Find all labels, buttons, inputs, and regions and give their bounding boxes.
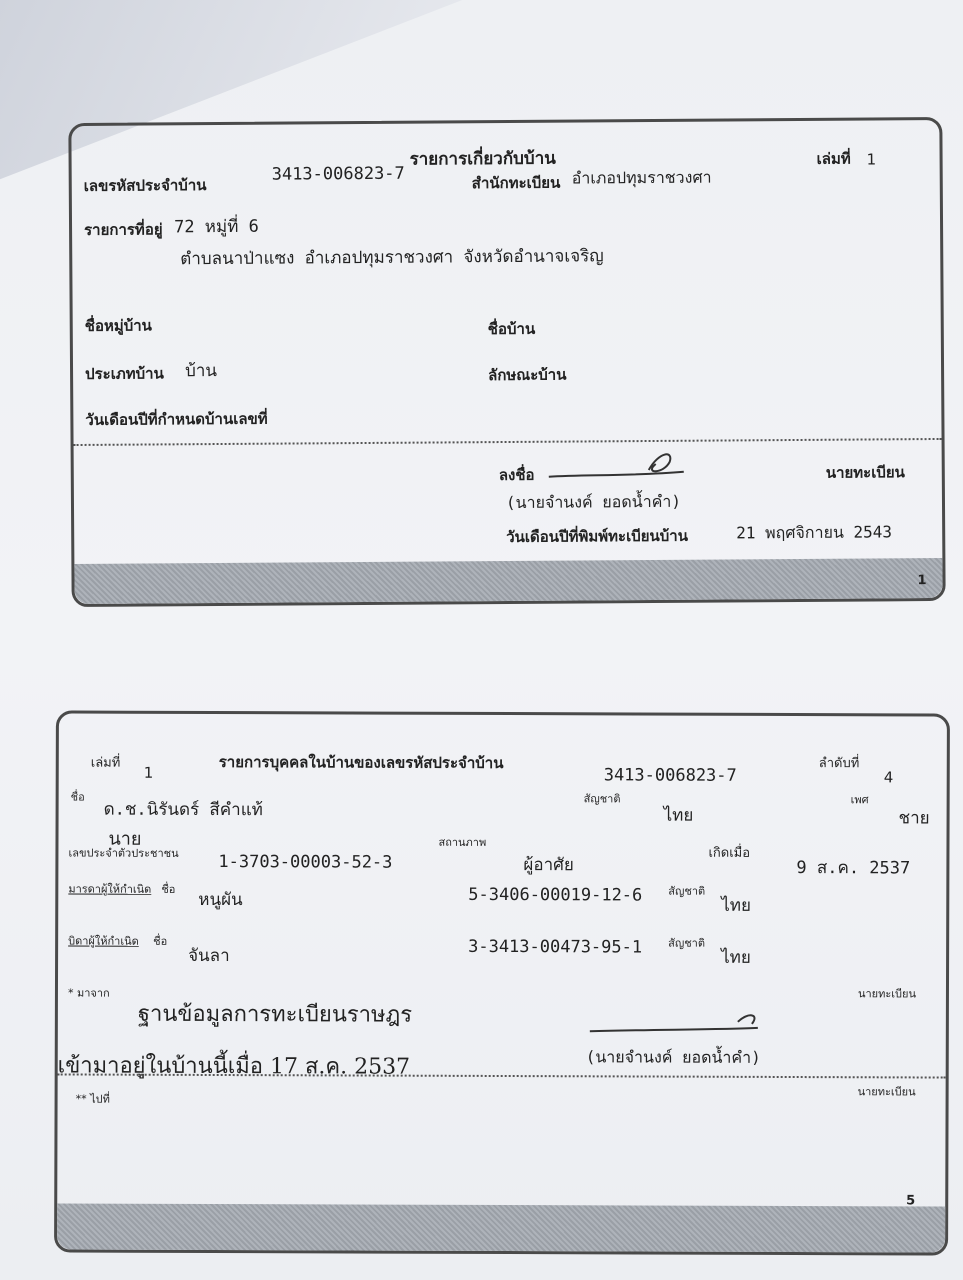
father-nationality-label: สัญชาติ xyxy=(668,936,706,950)
id-label: เลขประจำตัวประชาชน xyxy=(68,846,179,860)
card-title: รายการเกี่ยวกับบ้าน xyxy=(409,148,556,170)
registrar-name: (นายจำนงค์ ยอดน้ำคำ) xyxy=(585,1047,761,1067)
order-no: 4 xyxy=(883,768,894,787)
person-details-card xyxy=(54,710,950,1255)
name-handwritten: นาย xyxy=(108,828,142,850)
sign-label: ลงชื่อ xyxy=(498,465,535,485)
address-label: รายการที่อยู่ xyxy=(84,220,163,239)
divider xyxy=(74,438,942,446)
from-value: ฐานข้อมูลการทะเบียนราษฎร xyxy=(137,1001,413,1028)
registrar-label: นายทะเบียน xyxy=(825,463,905,482)
house-details-card xyxy=(68,117,945,607)
house-code: 3413-006823-7 xyxy=(271,163,405,185)
house-type-label: ประเภทบ้าน xyxy=(85,364,164,383)
from-label: * มาจาก xyxy=(67,986,110,1000)
status: ผู้อาศัย xyxy=(523,855,574,876)
registry-office-label: สำนักทะเบียน xyxy=(471,173,561,193)
book-label: เล่มที่ xyxy=(90,755,121,771)
house-code-label: เลขรหัสประจำบ้าน xyxy=(83,176,207,195)
page-number: 5 xyxy=(906,1193,916,1209)
father-id: 3-3413-00473-95-1 xyxy=(468,936,643,958)
house-name-label: ชื่อบ้าน xyxy=(487,319,536,339)
house-nature-label: ลักษณะบ้าน xyxy=(488,365,567,385)
name-label: ชื่อ xyxy=(70,790,85,804)
registrar-name: (นายจำนงค์ ยอดน้ำคำ) xyxy=(505,491,682,513)
card-footer-band xyxy=(74,558,942,604)
house-code: 3413-006823-7 xyxy=(603,765,737,786)
person-name: ด.ช.นิรันดร์ สีคำแท้ xyxy=(103,799,263,821)
to-label: ** ไปที่ xyxy=(75,1092,110,1106)
signature-icon xyxy=(544,444,694,485)
signature-icon xyxy=(588,1001,788,1038)
mother-label: มารดาผู้ให้กำเนิด xyxy=(68,882,152,896)
id-number: 1-3703-00003-52-3 xyxy=(218,852,393,873)
order-label: ลำดับที่ xyxy=(818,756,860,772)
book-no: 1 xyxy=(143,763,154,782)
moved-in-note: เข้ามาอยู่ในบ้านนี้เมื่อ 17 ส.ค. 2537 xyxy=(57,1053,411,1080)
father-label: บิดาผู้ให้กำเนิด xyxy=(68,934,139,948)
registry-office: อำเภอปทุมราชวงศา xyxy=(571,167,712,188)
father-name-label: ชื่อ xyxy=(153,934,168,948)
nationality: ไทย xyxy=(663,805,694,826)
birth-label: เกิดเมื่อ xyxy=(708,845,751,861)
registrar-label: นายทะเบียน xyxy=(857,987,917,1001)
mother-name: หนูผัน xyxy=(198,889,243,911)
birth-date: 9 ส.ค. 2537 xyxy=(796,858,911,879)
print-date: 21 พฤศจิกายน 2543 xyxy=(736,522,893,543)
house-type: บ้าน xyxy=(184,361,218,382)
book-no: 1 xyxy=(866,150,877,169)
sex-label: เพศ xyxy=(850,793,869,807)
assign-date-label: วันเดือนปีที่กำหนดบ้านเลขที่ xyxy=(85,409,268,429)
sex: ชาย xyxy=(898,808,930,829)
address-line1: 72 หมู่ที่ 6 xyxy=(173,216,259,238)
address-line2: ตำบลนาป่าแซง อำเภอปทุมราชวงศา จังหวัดอำนาจเจริญ xyxy=(180,246,604,270)
print-date-label: วันเดือนปีที่พิมพ์ทะเบียนบ้าน xyxy=(506,526,688,547)
village-name-label: ชื่อหมู่บ้าน xyxy=(84,316,152,335)
nationality-label: สัญชาติ xyxy=(583,792,621,806)
book-label: เล่มที่ xyxy=(816,149,851,168)
mother-nationality: ไทย xyxy=(721,895,752,916)
mother-name-label: ชื่อ xyxy=(161,882,176,896)
page-number: 1 xyxy=(917,573,927,589)
card-footer-band xyxy=(57,1203,945,1252)
father-name: จันลา xyxy=(188,945,230,967)
father-nationality: ไทย xyxy=(721,947,751,968)
mother-id: 5-3406-00019-12-6 xyxy=(468,884,643,906)
registrar-label-2: นายทะเบียน xyxy=(857,1085,916,1099)
card-title: รายการบุคคลในบ้านของเลขรหัสประจำบ้าน xyxy=(218,753,504,773)
mother-nationality-label: สัญชาติ xyxy=(668,884,706,898)
status-label: สถานภาพ xyxy=(438,835,487,849)
